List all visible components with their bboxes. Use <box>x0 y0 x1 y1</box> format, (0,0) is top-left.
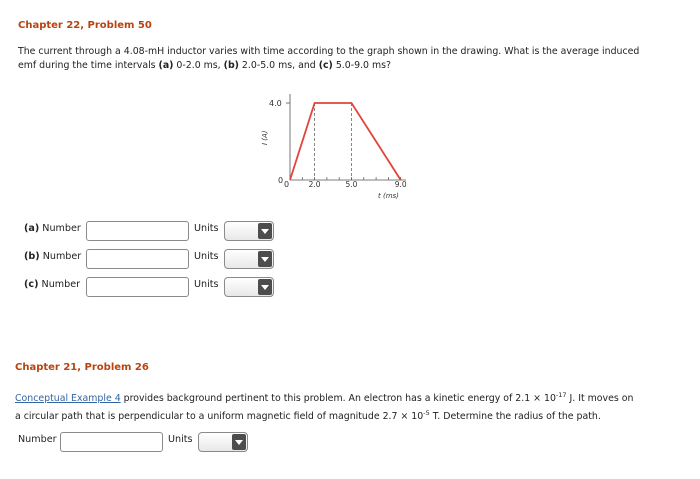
problem-1-line-1: The current through a 4.08-mH inductor varies with time according to the graph shown in the drawing. What is the average induced <box>18 46 640 57</box>
x-tick-label: 2.0 <box>308 180 321 189</box>
dropdown-arrow-icon <box>258 223 272 239</box>
origin-y-label: 0 <box>278 176 284 185</box>
answer-a-label: (a) Number <box>24 223 81 234</box>
x-tick-label: 5.0 <box>345 180 358 189</box>
answer-a-units-label: Units <box>194 223 219 234</box>
answer-row-c <box>24 277 284 298</box>
problem-2-units-label: Units <box>168 434 193 445</box>
y-tick-label: 4.0 <box>269 99 282 108</box>
answer-c-number-input[interactable] <box>86 277 189 297</box>
dashed-guides <box>315 103 352 180</box>
problem-2-number-input[interactable] <box>60 432 163 452</box>
problem-1-text <box>18 45 688 73</box>
answer-b-number-input[interactable] <box>86 249 189 269</box>
problem-1-line-2: emf during the time intervals (a) 0-2.0 ms, (b) 2.0-5.0 ms, and (c) 5.0-9.0 ms? <box>18 60 391 71</box>
answer-c-label: (c) Number <box>24 279 81 290</box>
problem-2-text <box>15 388 695 424</box>
answer-b-units-label: Units <box>194 251 219 262</box>
answer-a-units-dropdown[interactable] <box>224 221 274 241</box>
problem-2-units-dropdown[interactable] <box>198 432 248 452</box>
problem-2-answer-row <box>18 432 268 453</box>
problem-2-heading: Chapter 21, Problem 26 <box>15 362 149 373</box>
answer-c-units-label: Units <box>194 279 219 290</box>
x-tick-label: 9.0 <box>394 180 407 189</box>
y-axis-label: I (A) <box>261 130 269 145</box>
current-line <box>290 103 401 180</box>
current-vs-time-graph <box>250 90 420 205</box>
problem-2-number-label: Number <box>18 434 57 445</box>
conceptual-example-link[interactable]: Conceptual Example 4 <box>15 393 121 404</box>
origin-x-label: 0 <box>284 180 290 189</box>
problem-1-heading: Chapter 22, Problem 50 <box>18 20 152 31</box>
answer-a-number-input[interactable] <box>86 221 189 241</box>
answer-row-a <box>24 221 284 242</box>
dropdown-arrow-icon <box>232 434 246 450</box>
problem-2-line-2: a circular path that is perpendicular to a uniform magnetic field of magnitude $2.7 \times 10^{-5}$ T. Determine the radius of the path. <box>15 409 601 422</box>
x-axis-label: t (ms) <box>378 192 399 200</box>
answer-b-units-dropdown[interactable] <box>224 249 274 269</box>
answer-c-units-dropdown[interactable] <box>224 277 274 297</box>
answer-b-label: (b) Number <box>24 251 82 262</box>
dropdown-arrow-icon <box>258 251 272 267</box>
dropdown-arrow-icon <box>258 279 272 295</box>
problem-2-line-1: Conceptual Example 4 provides background pertinent to this problem. An electron has a kinetic energy of $2.1 \times 10^{-17}$ J. It moves on <box>15 391 634 404</box>
answer-row-b <box>24 249 284 270</box>
